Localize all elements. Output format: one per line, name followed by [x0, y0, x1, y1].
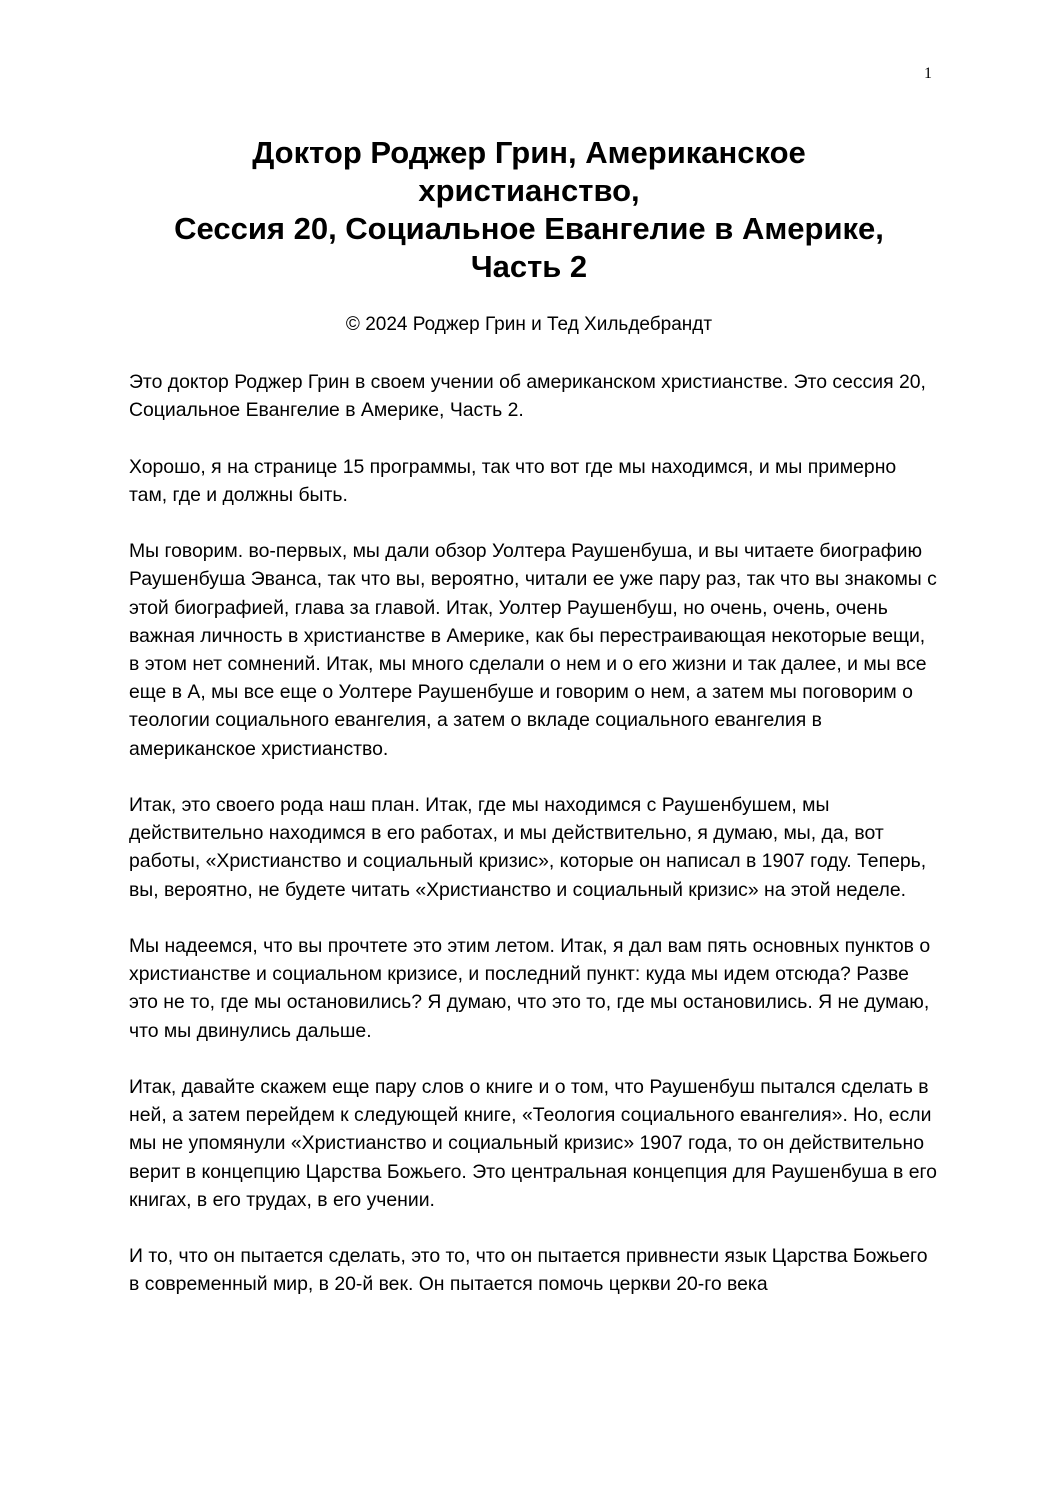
paragraph: Хорошо, я на странице 15 программы, так что вот где мы находимся, и мы примерно там, где и должны быть.: [129, 455, 897, 506]
title-line: христианство,: [418, 173, 640, 208]
paragraph: Мы говорим. во-первых, мы дали обзор Уолтера Раушенбуша, и вы читаете биографию Раушенбуша Эванса, так что вы, вероятно, читали ее уже пару раз, так что вы знакомы с этой биографией, глава за главой. Итак, Уолтер Раушенбуш, но очень, очень, очень важная личность в христианстве в Америке, как бы перестраивающая некоторые вещи, в этом нет сомнений. Итак, мы много сделали о нем и о его жизни и так далее, и мы все еще в А, мы все еще о Уолтере Раушенбуше и говорим о нем, а затем мы поговорим о теологии социального евангелия, а затем о вкладе социального евангелия в американское христианство.: [129, 540, 937, 760]
title-line: Часть 2: [470, 249, 588, 284]
paragraph: Мы надеемся, что вы прочтете это этим летом. Итак, я дал вам пять основных пунктов о христианстве и социальном кризисе, и последний пункт: куда мы идем отсюда? Разве это не то, где мы остановились? Я думаю, что это то, где мы остановились. Я не думаю, что мы двинулись дальше.: [129, 935, 931, 1042]
paragraph: Итак, давайте скажем еще пару слов о книге и о том, что Раушенбуш пытался сделать в ней, а затем перейдем к следующей книге, «Теология социального евангелия». Но, если мы не упомянули «Христианство и социальный кризис» 1907 года, то он действительно верит в концепцию Царства Божьего. Это центральная концепция для Раушенбуша в его книгах, в его трудах, в его учении.: [129, 1076, 937, 1211]
title-line: Сессия 20, Социальное Евангелие в Америке,: [174, 211, 884, 246]
document-body: [129, 368, 939, 1327]
paragraph: Итак, это своего рода наш план. Итак, где мы находимся с Раушенбушем, мы действительно находимся в его работах, и мы действительно, я думаю, мы, да, вот работы, «Христианство и социальный кризис», которые он написал в 1907 году. Теперь, вы, вероятно, не будете читать «Христианство и социальный кризис» на этой неделе.: [129, 794, 927, 901]
paragraph: И то, что он пытается сделать, это то, что он пытается привнести язык Царства Божьего в современный мир, в 20-й век. Он пытается помочь церкви 20-го века: [129, 1245, 928, 1296]
paragraph: Это доктор Роджер Грин в своем учении об американском христианстве. Это сессия 20, Социальное Евангелие в Америке, Часть 2.: [129, 371, 926, 422]
page-number: 1: [924, 65, 932, 82]
title-line: Доктор Роджер Грин, Американское: [252, 135, 806, 170]
document-title: [100, 134, 958, 286]
copyright-line: © 2024 Роджер Грин и Тед Хильдебрандт: [345, 314, 713, 335]
